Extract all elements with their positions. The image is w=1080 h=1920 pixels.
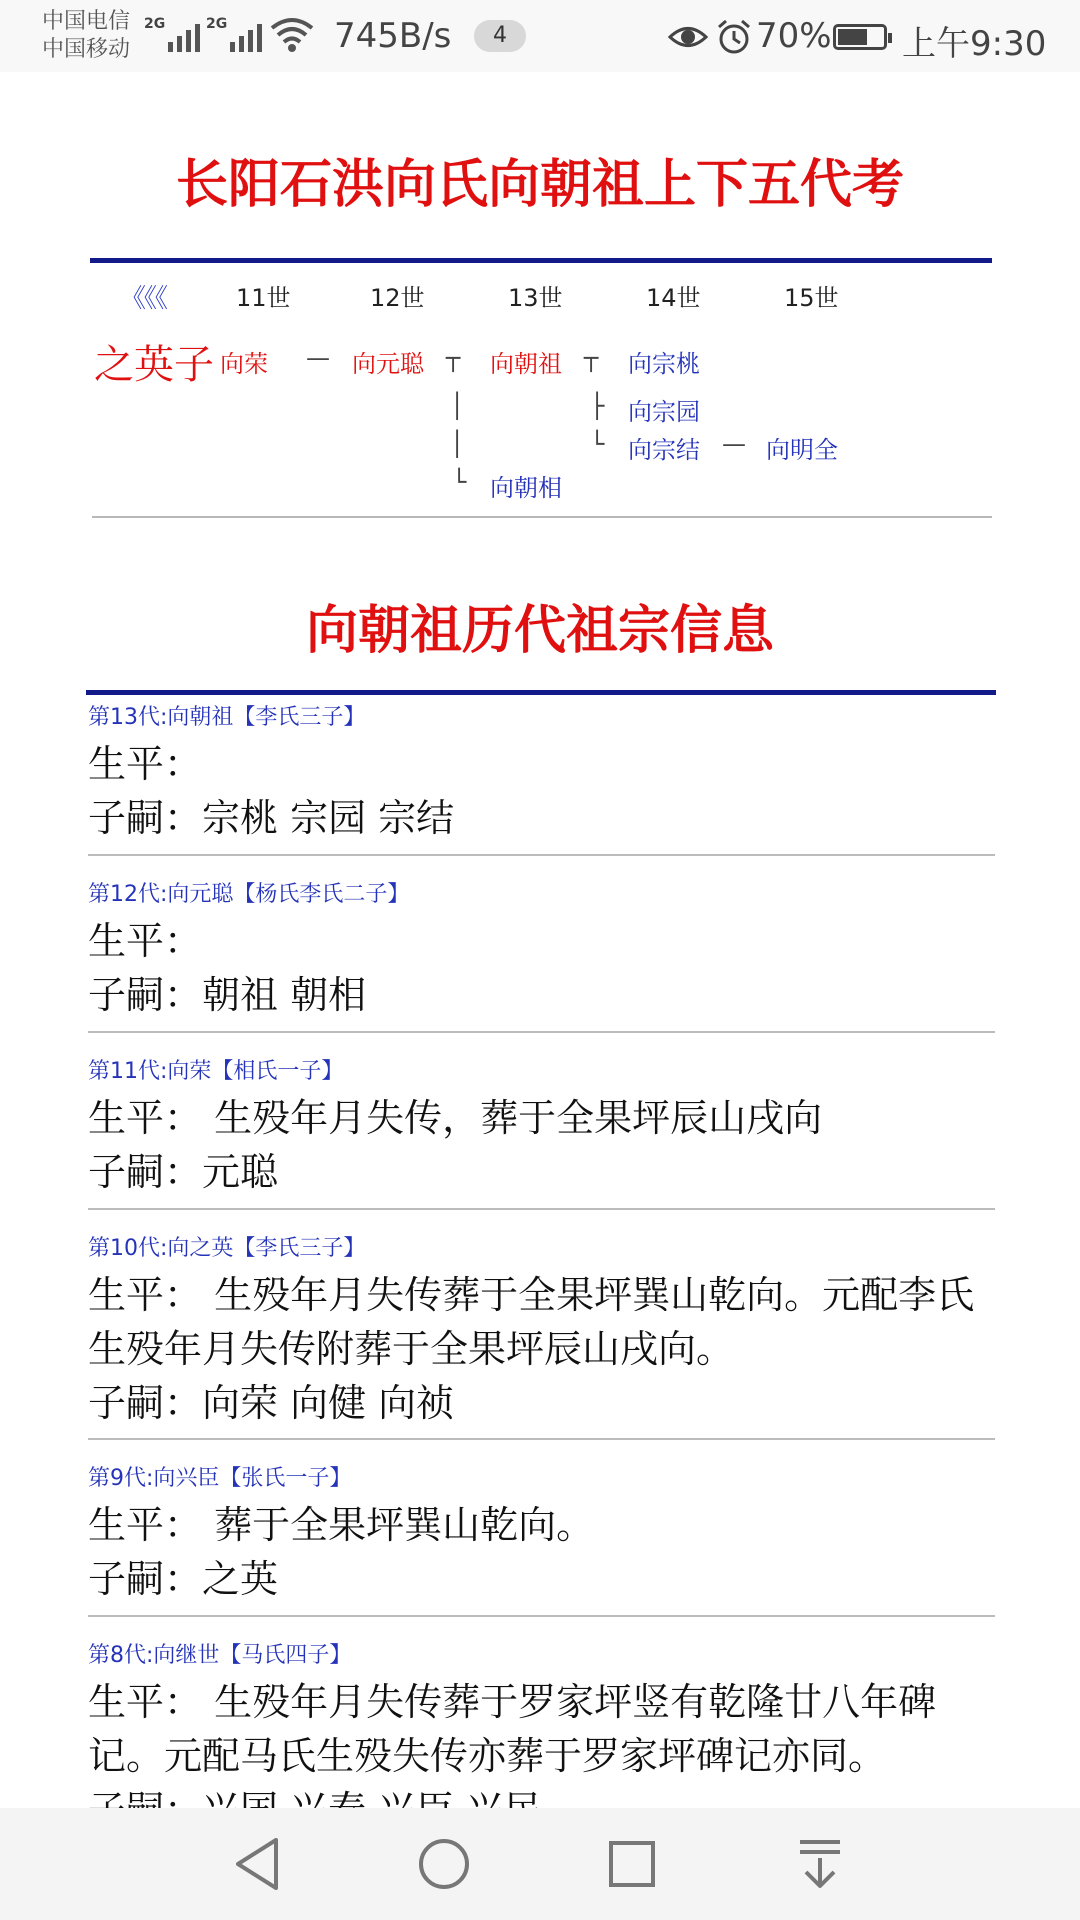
entry-children: 子嗣：元聪 xyxy=(88,1150,279,1194)
entry-children: 子嗣：宗桃 宗园 宗结 xyxy=(88,796,455,840)
notification-count-badge: 4 xyxy=(474,20,526,52)
entry-separator xyxy=(88,1208,995,1210)
entry-header[interactable]: 第10代:向之英【李氏三子】 xyxy=(88,1236,366,1261)
tree-connector: — xyxy=(722,430,746,458)
tree-connector: │ xyxy=(450,430,465,458)
entry-header[interactable]: 第9代:向兴臣【张氏一子】 xyxy=(88,1466,352,1491)
signal-icon: 2G xyxy=(146,18,200,52)
tree-node-xiang-zongjie[interactable]: 向宗结 xyxy=(628,436,700,464)
navigation-bar xyxy=(0,1808,1080,1920)
divider xyxy=(86,690,996,695)
signal-icon: 2G xyxy=(208,18,262,52)
generation-15-label: 15世 xyxy=(784,284,839,312)
tree-node-xiang-chaozu[interactable]: 向朝祖 xyxy=(490,350,562,378)
entry-header[interactable]: 第11代:向荣【相氏一子】 xyxy=(88,1059,344,1084)
ancestor-entry xyxy=(88,1461,993,1606)
clock: 上午9:30 xyxy=(902,24,1047,64)
tree-connector: ┬ xyxy=(446,344,461,372)
ancestor-entry xyxy=(88,877,993,1022)
network-speed: 745B/s xyxy=(334,16,452,56)
generation-11-label: 11世 xyxy=(236,284,291,312)
section-title: 向朝祖历代祖宗信息 xyxy=(305,601,774,661)
alarm-icon xyxy=(716,18,752,60)
battery-icon xyxy=(833,24,887,50)
back-icon[interactable] xyxy=(232,1836,282,1896)
entry-children: 子嗣：朝祖 朝相 xyxy=(88,973,367,1017)
entry-header[interactable]: 第8代:向继世【马氏四子】 xyxy=(88,1643,352,1668)
tree-node-xiang-zongyuan[interactable]: 向宗园 xyxy=(628,398,700,426)
carrier-labels xyxy=(42,8,130,64)
tree-connector: ├ xyxy=(590,392,605,420)
tree-origin: 之英子 xyxy=(94,342,214,388)
divider xyxy=(90,258,992,263)
divider xyxy=(92,516,992,518)
tree-connector: │ xyxy=(450,392,465,420)
home-icon[interactable] xyxy=(418,1836,470,1896)
back-arrows-link[interactable]: 《《《 xyxy=(120,284,167,314)
recents-icon[interactable] xyxy=(608,1836,656,1896)
entry-life: 生平： 生殁年月失传葬于罗家坪竖有乾隆廿八年碑记。元配马氏生殁失传亦葬于罗家坪碑记亦同。 xyxy=(88,1680,937,1778)
carrier-1: 中国电信 xyxy=(42,9,131,34)
carrier-2: 中国移动 xyxy=(42,37,131,62)
tree-connector: ┬ xyxy=(584,344,599,372)
entry-separator xyxy=(88,1031,995,1033)
generation-13-label: 13世 xyxy=(508,284,563,312)
tree-node-xiang-zongtao[interactable]: 向宗桃 xyxy=(628,350,700,378)
entry-life: 生平： xyxy=(88,742,203,786)
entry-header[interactable]: 第12代:向元聪【杨氏李氏二子】 xyxy=(88,882,410,907)
ancestor-entry xyxy=(88,1231,993,1430)
tree-connector: └ xyxy=(452,468,467,496)
entry-life: 生平： 葬于全果坪巽山乾向。 xyxy=(88,1503,595,1547)
entry-separator xyxy=(88,1615,995,1617)
page-title: 长阳石洪向氏向朝祖上下五代考 xyxy=(175,155,904,215)
tree-connector: └ xyxy=(590,430,605,458)
entry-separator xyxy=(88,1438,995,1440)
wifi-icon xyxy=(270,16,314,58)
tree-node-xiang-rong[interactable]: 向荣 xyxy=(220,350,268,378)
generation-14-label: 14世 xyxy=(646,284,701,312)
ancestor-entry xyxy=(88,1638,993,1808)
ancestor-entry xyxy=(88,1054,993,1199)
tree-node-xiang-chaoxiang[interactable]: 向朝相 xyxy=(490,474,562,502)
entry-life: 生平： 生殁年月失传葬于全果坪巽山乾向。元配李氏生殁年月失传附葬于全果坪辰山戌向。 xyxy=(88,1273,975,1371)
battery-percent: 70% xyxy=(756,16,832,56)
generation-12-label: 12世 xyxy=(370,284,425,312)
status-bar xyxy=(0,0,1080,72)
entry-separator xyxy=(88,854,995,856)
entry-life: 生平： 生殁年月失传，葬于全果坪辰山戌向 xyxy=(88,1096,823,1140)
tree-node-xiang-mingquan[interactable]: 向明全 xyxy=(766,436,838,464)
entry-children: 子嗣：向荣 向健 向祯 xyxy=(88,1381,455,1425)
entry-header[interactable]: 第13代:向朝祖【李氏三子】 xyxy=(88,705,366,730)
entry-life: 生平： xyxy=(88,919,203,963)
eye-icon xyxy=(668,20,708,58)
menu-down-icon[interactable] xyxy=(796,1836,844,1896)
tree-node-xiang-yuancong[interactable]: 向元聪 xyxy=(352,350,424,378)
ancestor-entry xyxy=(88,700,993,845)
tree-connector: — xyxy=(306,344,330,372)
entry-children: 子嗣：之英 xyxy=(88,1557,279,1601)
